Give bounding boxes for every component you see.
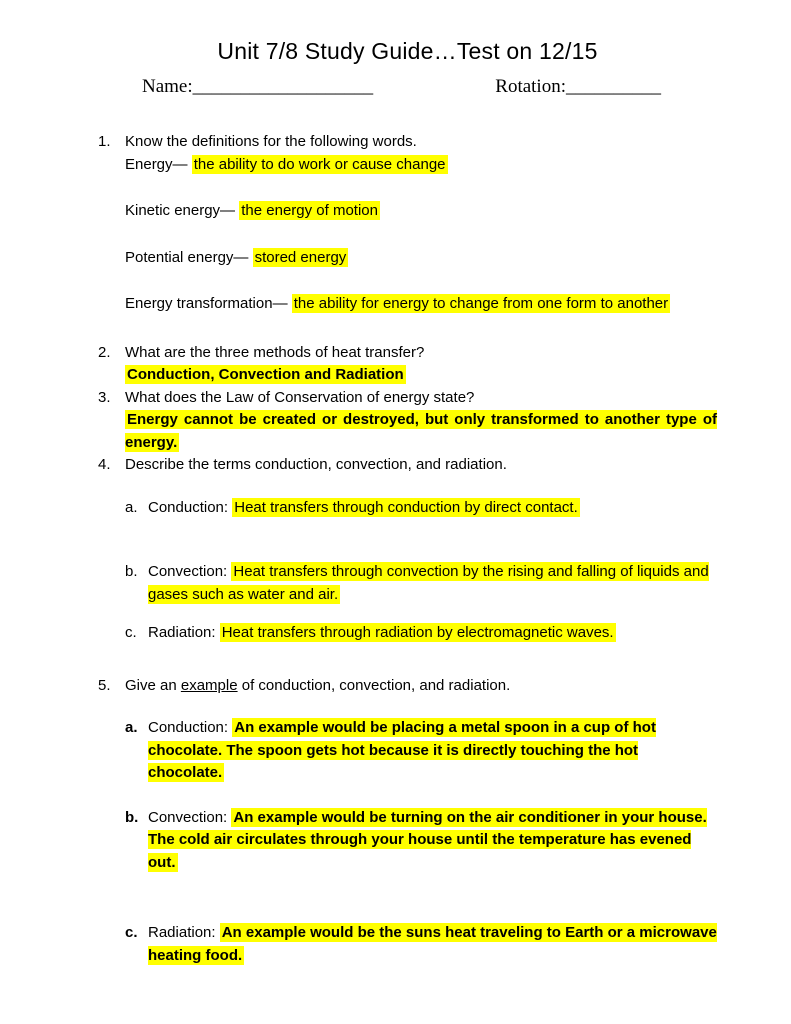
item-text: [148, 922, 717, 967]
question-4: [98, 454, 717, 645]
item-letter: b.: [125, 563, 138, 580]
name-label: Name:: [142, 75, 193, 97]
q5-item-radiation: [125, 922, 717, 967]
name-rotation-row: [142, 73, 661, 102]
answer-highlight: Heat transfers through convection by the rising and falling of liquids and gases such as water and air.: [148, 563, 709, 603]
term-label: Energy transformation—: [125, 295, 288, 312]
question-1-number: 1.: [98, 133, 111, 150]
answer-highlight: An example would be turning on the air conditioner in your house. The cold air circulates through your house until the temperature has evened out.: [148, 808, 707, 871]
term-label: Radiation:: [148, 924, 216, 941]
q4-item-conduction: [125, 497, 717, 520]
prompt-underlined-word: example: [180, 676, 238, 694]
answer-highlight: the ability for energy to change from one form to another: [293, 295, 669, 312]
question-1: [98, 131, 717, 316]
answer-highlight: Energy cannot be created or destroyed, but only transformed to another type of energy.: [125, 411, 717, 451]
question-1-prompt: Know the definitions for the following words.: [125, 133, 417, 150]
question-2: [98, 342, 717, 387]
answer-highlight: stored energy: [254, 248, 347, 266]
answer-highlight: Heat transfers through conduction by direct contact.: [234, 498, 578, 516]
question-5: [98, 675, 717, 968]
name-blank-line: ___________________: [192, 75, 374, 97]
q4-item-convection: [125, 561, 717, 606]
term-label: Convection:: [148, 808, 228, 826]
answer-highlight: An example would be placing a metal spoon in a cup of hot chocolate. The spoon gets hot because it is directly touching the hot chocolate.: [148, 719, 656, 781]
item-letter: c.: [125, 924, 138, 941]
prompt-post: of conduction, convection, and radiation.: [237, 676, 511, 694]
item-text: [148, 622, 717, 645]
definition-potential-energy: [125, 247, 717, 270]
q5-item-convection: [125, 807, 717, 875]
term-label: Kinetic energy—: [125, 202, 236, 219]
definition-kinetic-energy: [125, 200, 717, 223]
rotation-field: [495, 73, 661, 102]
name-field: [142, 73, 373, 102]
question-3-number: 3.: [98, 388, 111, 406]
item-text: [148, 807, 717, 875]
q4-item-radiation: [125, 622, 717, 645]
document-title: Unit 7/8 Study Guide…Test on 12/15: [217, 38, 598, 64]
question-2-number: 2.: [98, 343, 111, 361]
term-label: Convection:: [148, 563, 228, 580]
term-label: Energy—: [125, 155, 188, 173]
answer-highlight: Conduction, Convection and Radiation: [127, 366, 404, 383]
question-2-prompt: What are the three methods of heat transfer?: [125, 343, 425, 361]
question-2-answer: [125, 364, 717, 387]
item-text: [148, 717, 717, 785]
definition-energy: [125, 154, 717, 177]
item-letter: a.: [125, 719, 138, 736]
term-label: Potential energy—: [125, 248, 249, 266]
item-text: [148, 561, 717, 606]
question-4-prompt: Describe the terms conduction, convection, and radiation.: [125, 456, 507, 473]
answer-highlight: Heat transfers through radiation by electromagnetic waves.: [221, 624, 614, 641]
answer-highlight: the energy of motion: [241, 202, 378, 219]
question-3-answer: [125, 409, 717, 454]
item-letter: a.: [125, 498, 138, 516]
question-3-prompt: What does the Law of Conservation of energy state?: [125, 388, 475, 406]
rotation-label: Rotation:: [495, 75, 566, 97]
answer-highlight: An example would be the suns heat traveling to Earth or a microwave heating food.: [148, 924, 717, 964]
question-3: [98, 387, 717, 455]
item-text: [148, 497, 717, 520]
definition-energy-transformation: [125, 293, 717, 316]
prompt-pre: Give an: [125, 676, 181, 694]
rotation-blank-line: __________: [566, 75, 661, 97]
item-letter: c.: [125, 624, 137, 641]
term-label: Conduction:: [148, 719, 229, 736]
question-5-prompt: [125, 675, 717, 698]
item-letter: b.: [125, 808, 139, 826]
answer-highlight: the ability to do work or cause change: [193, 155, 446, 173]
q5-item-conduction: [125, 717, 717, 785]
question-4-number: 4.: [98, 456, 111, 473]
term-label: Radiation:: [148, 624, 216, 641]
term-label: Conduction:: [148, 498, 229, 516]
question-5-number: 5.: [98, 676, 111, 694]
